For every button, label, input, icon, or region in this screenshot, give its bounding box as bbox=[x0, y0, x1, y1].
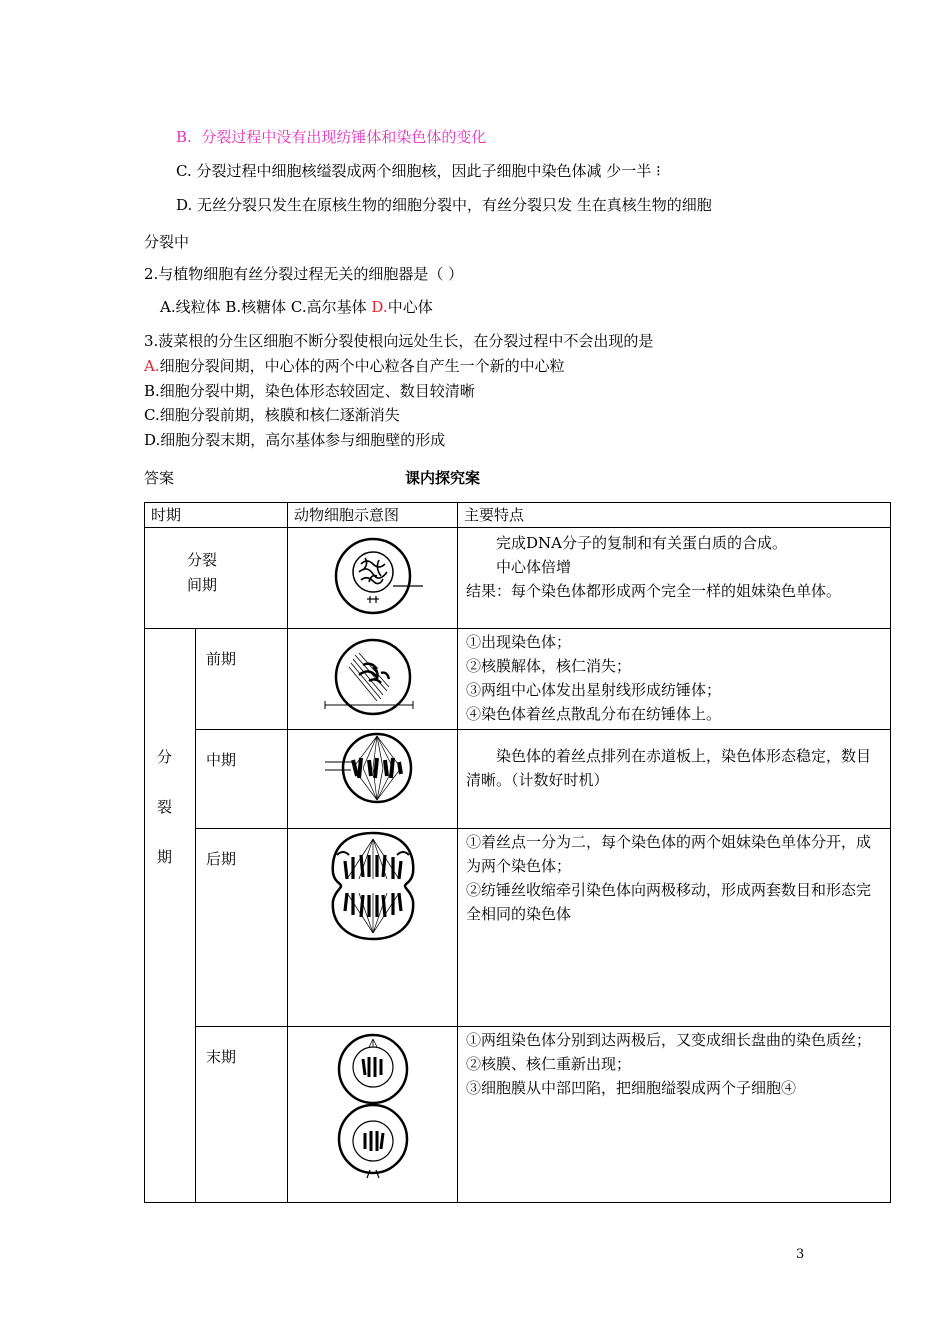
metaphase-features-cell bbox=[458, 730, 891, 829]
anaphase-label-cell bbox=[196, 829, 288, 1027]
telophase-cell-diagram bbox=[333, 1031, 413, 1181]
interphase-diagram-cell bbox=[288, 528, 458, 629]
q1-option-d-continued: 分裂中 bbox=[144, 233, 190, 251]
table-row-prophase bbox=[145, 629, 891, 730]
metaphase-cell-diagram bbox=[323, 732, 423, 812]
interphase-feature-1: 完成DNA分子的复制和有关蛋白质的合成。 bbox=[496, 534, 788, 552]
q1-option-b-label: B. bbox=[176, 128, 192, 146]
q3-option-b: B.细胞分裂中期，染色体形态较固定、数目较清晰 bbox=[144, 382, 475, 400]
telophase-feature-3: ③细胞膜从中部凹陷，把细胞缢裂成两个子细胞④ bbox=[466, 1079, 797, 1097]
q3-option-d: D.细胞分裂末期，高尔基体参与细胞壁的形成 bbox=[144, 431, 446, 449]
anaphase-label: 后期 bbox=[206, 850, 237, 868]
header-features: 主要特点 bbox=[458, 503, 891, 528]
q2-option-d-text: 中心体 bbox=[387, 298, 433, 316]
prophase-label: 前期 bbox=[206, 650, 237, 668]
division-label-char-1: 分 bbox=[157, 748, 173, 766]
division-label-char-3: 期 bbox=[157, 848, 173, 866]
q1-option-b-text: 分裂过程中没有出现纺锤体和染色体的变化 bbox=[201, 128, 487, 146]
division-label-cell bbox=[145, 629, 196, 1203]
interphase-feature-3: 结果：每个染色体都形成两个完全一样的姐妹染色单体。 bbox=[466, 582, 842, 600]
telophase-feature-1: ①两组染色体分别到达两极后，又变成细长盘曲的染色质丝； bbox=[466, 1031, 872, 1049]
q3-option-a-text: 细胞分裂间期，中心体的两个中心粒各自产生一个新的中心粒 bbox=[159, 357, 565, 375]
telophase-feature-2: ②核膜、核仁重新出现； bbox=[466, 1055, 632, 1073]
prophase-label-cell bbox=[196, 629, 288, 730]
anaphase-diagram-cell bbox=[288, 829, 458, 1027]
metaphase-diagram-cell bbox=[288, 730, 458, 829]
answer-label: 答案 bbox=[144, 469, 175, 487]
anaphase-cell-diagram bbox=[323, 831, 423, 941]
q2-option-d-label: D. bbox=[371, 298, 388, 316]
prophase-features-cell bbox=[458, 629, 891, 730]
q3-option-a-label: A. bbox=[144, 357, 160, 375]
interphase-label-line1: 分裂 bbox=[187, 551, 218, 569]
q1-option-c: C. 分裂过程中细胞核缢裂成两个细胞核，因此子细胞中染色体减 少一半 ⁝ bbox=[176, 162, 661, 180]
interphase-features-cell bbox=[458, 528, 891, 629]
interphase-label-cell bbox=[145, 528, 288, 629]
telophase-diagram-cell bbox=[288, 1027, 458, 1203]
interphase-feature-2: 中心体倍增 bbox=[496, 558, 572, 576]
q2-options bbox=[160, 297, 433, 317]
header-phase: 时期 bbox=[145, 503, 288, 528]
anaphase-feature-1: ①着丝点一分为二，每个染色体的两个姐妹染色单体分开，成为两个染色体； bbox=[466, 833, 872, 875]
anaphase-features-cell bbox=[458, 829, 891, 1027]
q3-option-c: C.细胞分裂前期，核膜和核仁逐渐消失 bbox=[144, 406, 400, 424]
table-row-interphase bbox=[145, 528, 891, 629]
prophase-feature-1: ①出现染色体； bbox=[466, 633, 572, 651]
anaphase-feature-2: ②纺锤丝收缩牵引染色体向两极移动，形成两套数目和形态完全相同的染色体 bbox=[466, 881, 872, 923]
table-row-metaphase bbox=[145, 730, 891, 829]
q2-options-abc: A.线粒体 B.核糖体 C.高尔基体 bbox=[160, 298, 372, 316]
prophase-feature-3: ③两组中心体发出星射线形成纺锤体； bbox=[466, 681, 722, 699]
division-label-char-2: 裂 bbox=[157, 798, 173, 816]
interphase-label-line2: 间期 bbox=[187, 576, 218, 594]
interphase-cell-diagram bbox=[323, 536, 423, 616]
table-row-telophase bbox=[145, 1027, 891, 1203]
metaphase-label-cell bbox=[196, 730, 288, 829]
metaphase-feature-1: 染色体的着丝点排列在赤道板上，染色体形态稳定，数目清晰。（计数好时机） bbox=[466, 747, 872, 789]
cell-division-table bbox=[144, 502, 891, 1203]
q1-option-b bbox=[176, 127, 486, 147]
section-title: 课内探究案 bbox=[405, 469, 481, 487]
telophase-label: 末期 bbox=[206, 1048, 237, 1066]
prophase-diagram-cell bbox=[288, 629, 458, 730]
prophase-feature-2: ②核膜解体，核仁消失； bbox=[466, 657, 632, 675]
page-number: 3 bbox=[796, 1247, 805, 1262]
q3-option-a bbox=[144, 356, 565, 376]
q1-option-d: D. 无丝分裂只发生在原核生物的细胞分裂中，有丝分裂只发 生在真核生物的细胞 bbox=[176, 196, 712, 214]
telophase-features-cell bbox=[458, 1027, 891, 1203]
table-row-anaphase bbox=[145, 829, 891, 1027]
table-header-row bbox=[145, 503, 891, 528]
prophase-cell-diagram bbox=[323, 637, 423, 717]
telophase-label-cell bbox=[196, 1027, 288, 1203]
metaphase-label: 中期 bbox=[206, 751, 237, 769]
q3-question: 3.菠菜根的分生区细胞不断分裂使根向远处生长，在分裂过程中不会出现的是 bbox=[144, 332, 654, 350]
q2-question: 2.与植物细胞有丝分裂过程无关的细胞器是（ ） bbox=[144, 265, 464, 283]
prophase-feature-4: ④染色体着丝点散乱分布在纺锤体上。 bbox=[466, 705, 722, 723]
header-diagram: 动物细胞示意图 bbox=[288, 503, 458, 528]
